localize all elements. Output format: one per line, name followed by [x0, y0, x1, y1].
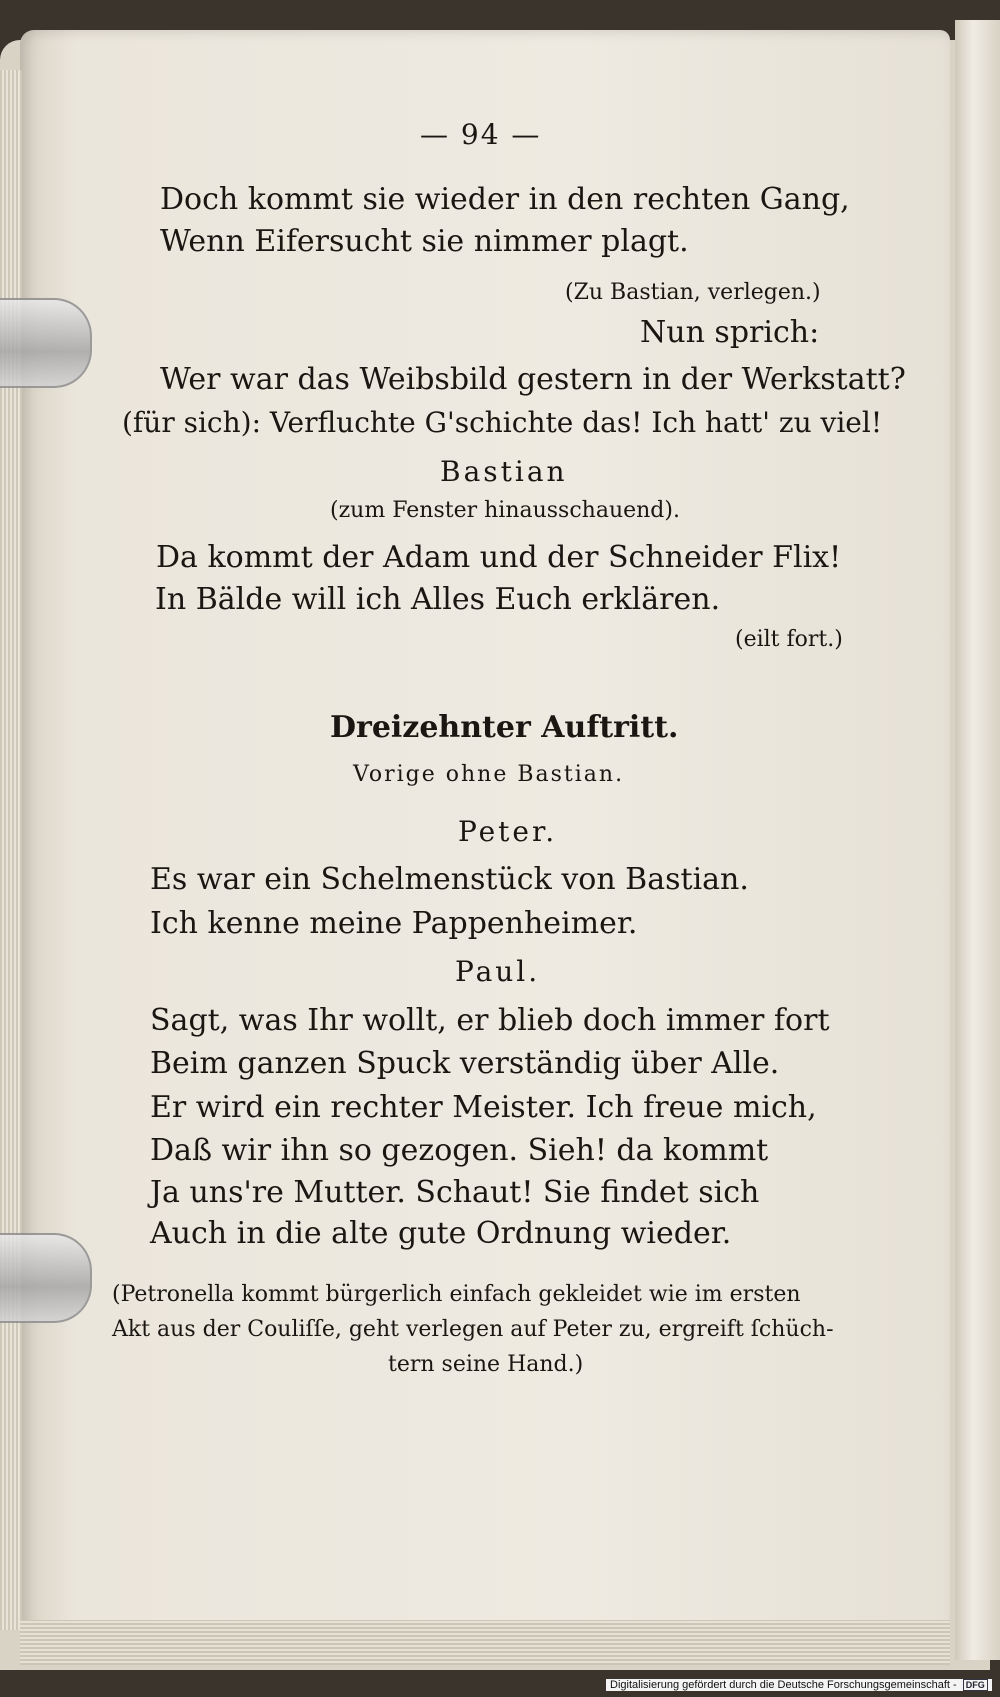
verse-line: In Bälde will ich Alles Euch erklären. [155, 582, 721, 617]
digitization-footer [606, 1679, 992, 1691]
stage-direction: (Petronella kommt bürgerlich einfach gekleidet wie im ersten [112, 1282, 801, 1307]
speaker-name: Bastian [440, 455, 568, 488]
verse-line: Ja uns're Mutter. Schaut! Sie findet sich [150, 1175, 760, 1210]
verse-line: Sagt, was Ihr wollt, er blieb doch immer fort [150, 1003, 830, 1038]
verse-line: Wer war das Weibsbild gestern in der Werkstatt? [160, 362, 906, 397]
verse-line: Es war ein Schelmenstück von Bastian. [150, 862, 749, 897]
next-page-edge [955, 20, 1000, 1660]
verse-line: Beim ganzen Spuck verständig über Alle. [150, 1046, 780, 1081]
stage-direction: (Zu Bastian, verlegen.) [565, 280, 821, 305]
stage-direction: tern seine Hand.) [388, 1352, 584, 1377]
verse-line: Da kommt der Adam und der Schneider Flix! [156, 540, 842, 575]
verse-line: Doch kommt sie wieder in den rechten Gang, [160, 182, 850, 217]
page-clip-bottom [0, 1233, 92, 1323]
speaker-name: Paul. [455, 955, 541, 988]
footer-text: Digitalisierung gefördert durch die Deutsche Forschungsgemeinschaft - [610, 1679, 957, 1691]
verse-line: Wenn Eifersucht sie nimmer plagt. [160, 224, 689, 259]
verse-line: Nun sprich: [640, 315, 820, 350]
scene-heading: Dreizehnter Auftritt. [330, 710, 679, 745]
page-edges-bottom [20, 1620, 950, 1665]
verse-line: Ich kenne meine Pappenheimer. [150, 906, 638, 941]
page-number: — 94 — [420, 118, 542, 151]
dfg-logo: DFG [963, 1679, 988, 1691]
verse-line: Auch in die alte gute Ordnung wieder. [150, 1216, 732, 1251]
stage-direction: (zum Fenster hinausschauend). [330, 498, 680, 523]
verse-line: Er wird ein rechter Meister. Ich freue mich, [150, 1090, 817, 1125]
verse-line: (für sich): Verfluchte G'schichte das! Ich hatt' zu viel! [122, 406, 883, 439]
verse-line: Daß wir ihn so gezogen. Sieh! da kommt [150, 1133, 769, 1168]
stage-direction: Akt aus der Couliſſe, geht verlegen auf Peter zu, ergreift ſchüch- [112, 1317, 834, 1342]
page-clip-top [0, 298, 92, 388]
stage-direction: (eilt fort.) [735, 627, 843, 652]
speaker-name: Peter. [458, 815, 558, 848]
scene-cast: Vorige ohne Bastian. [353, 762, 625, 787]
